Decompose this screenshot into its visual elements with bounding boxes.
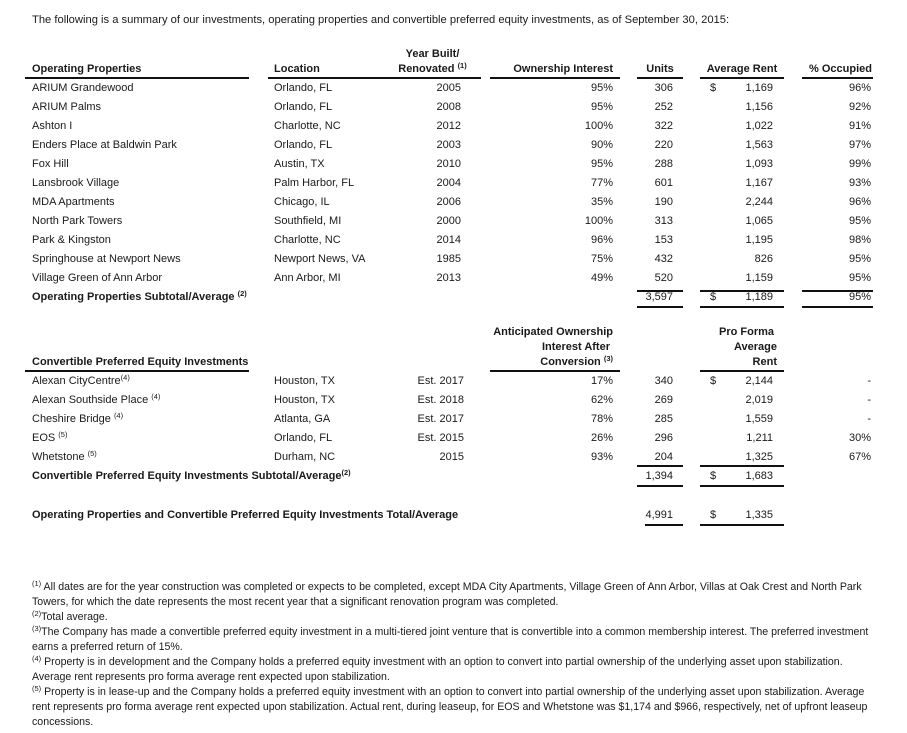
header-proforma-line1: Pro Forma [718, 326, 774, 338]
convertible-subtotal-row [0, 467, 907, 486]
subtotal-bottom-rule [802, 306, 873, 308]
table-row [0, 269, 907, 288]
property-location: Austin, TX [274, 158, 325, 170]
total-rent: 1,335 [745, 509, 773, 521]
investment-year: Est. 2015 [417, 432, 464, 444]
investment-year: 2015 [439, 451, 464, 463]
subtotal-bottom-rule [637, 485, 683, 487]
cv-subtotal-units: 1,394 [645, 470, 673, 482]
property-occupied: 96% [848, 196, 871, 208]
header-proforma-line2: Average [733, 341, 777, 353]
property-ownership: 95% [590, 82, 613, 94]
investment-year: Est. 2018 [417, 394, 464, 406]
investment-occupied: 67% [848, 451, 871, 463]
footnote: $^{(3)}$The Company has made a convertible preferred equity investment in a multi-tiered joint venture that is convertible into a common membership interest. The preferred investment earns a preferred return of 15%. [32, 624, 869, 653]
property-rent: 1,065 [745, 215, 773, 227]
property-rent: 1,167 [745, 177, 773, 189]
property-occupied: 95% [848, 215, 871, 227]
subtotal-units: 3,597 [645, 291, 673, 303]
property-name: Village Green of Ann Arbor [32, 272, 163, 284]
cv-subtotal-label: Convertible Preferred Equity Investments Subtotal/Average$^{(2)}$ [32, 468, 351, 482]
property-dollar: $ [710, 82, 717, 94]
total-units: 4,991 [645, 509, 673, 521]
property-location: Orlando, FL [274, 101, 333, 113]
property-units: 432 [654, 253, 673, 265]
subtotal-bottom-rule [700, 306, 784, 308]
footnote: $^{(1)}$ All dates are for the year construction was completed or expects to be completed, except MDA City Apartments, Village Green of Ann Arbor, Villas at Oak Crest and North Park Towers, for which the date represents the most recent year that a significant renovation program was completed. [32, 579, 862, 608]
header-ant-ownership-line2: Interest After [541, 341, 610, 353]
property-units: 220 [654, 139, 673, 151]
property-location: Charlotte, NC [274, 234, 341, 246]
investment-location: Atlanta, GA [274, 413, 331, 425]
header-occupied: % Occupied [809, 63, 872, 75]
property-ownership: 96% [590, 234, 613, 246]
property-year: 2000 [436, 215, 461, 227]
table-row [0, 79, 907, 98]
property-name: Park & Kingston [32, 234, 111, 246]
property-ownership: 95% [590, 158, 613, 170]
investment-year: Est. 2017 [417, 375, 464, 387]
property-occupied: 98% [848, 234, 871, 246]
cv-subtotal-rent: 1,683 [745, 470, 773, 482]
footnote: $^{(4)}$ Property is in development and the Company holds a preferred equity investment with an option to convert into partial ownership of the underlying asset upon stabilization. Average rent represents pro forma average rent expected upon stabilization. [32, 654, 843, 683]
investment-units: 269 [654, 394, 673, 406]
table-row [0, 98, 907, 117]
header-ant-ownership-line3: Conversion $^{(3)}$ [540, 354, 613, 368]
property-year: 2004 [436, 177, 461, 189]
property-rent: 1,093 [745, 158, 773, 170]
total-dollar: $ [710, 509, 717, 521]
investment-name: Whetstone $^{(5)}$ [32, 449, 97, 463]
property-rent: 2,244 [745, 196, 773, 208]
property-year: 1985 [436, 253, 461, 265]
property-rent: 1,195 [745, 234, 773, 246]
property-location: Newport News, VA [274, 253, 366, 265]
header-ownership-interest: Ownership Interest [513, 63, 613, 75]
investment-location: Houston, TX [274, 394, 335, 406]
intro-text: The following is a summary of our investments, operating properties and convertible preferred equity investments, as of September 30, 2015: [32, 14, 730, 26]
footnote: $^{(5)}$ Property is in lease-up and the Company holds a preferred equity investment with an option to convert into partial ownership of the underlying asset upon stabilization. Average rent represents pro forma average rent expected upon stabilization. Actual rent, during leaseup, for EOS and Whetstone was $1,174 and $966, respectively, net of upfront leaseup concessions. [32, 684, 868, 728]
property-rent: 826 [754, 253, 773, 265]
investment-location: Orlando, FL [274, 432, 333, 444]
property-ownership: 49% [590, 272, 613, 284]
investment-occupied: - [867, 413, 871, 425]
table-row [0, 212, 907, 231]
property-location: Palm Harbor, FL [274, 177, 355, 189]
operating-subtotal-row [0, 288, 907, 307]
investment-rent: 2,019 [745, 394, 773, 406]
investment-units: 204 [654, 451, 673, 463]
investment-dollar: $ [710, 375, 717, 387]
header-proforma-line3: Rent [752, 356, 777, 368]
total-rule [700, 524, 784, 526]
property-location: Southfield, MI [274, 215, 342, 227]
investment-rent: 2,144 [745, 375, 773, 387]
investment-ownership: 62% [590, 394, 613, 406]
header-year-line2: Renovated $^{(1)}$ [398, 61, 467, 75]
investment-occupied: - [867, 394, 871, 406]
investment-units: 340 [654, 375, 673, 387]
header-location: Location [274, 63, 320, 75]
table-row [0, 429, 907, 448]
property-year: 2012 [436, 120, 461, 132]
investment-name: Alexan CityCentre$^{(4)}$ [32, 373, 130, 387]
subtotal-occupied: 95% [848, 291, 871, 303]
property-rent: 1,159 [745, 272, 773, 284]
header-operating-properties: Operating Properties [32, 63, 142, 75]
property-units: 322 [654, 120, 673, 132]
property-year: 2010 [436, 158, 461, 170]
property-occupied: 95% [848, 253, 871, 265]
subtotal-label: Operating Properties Subtotal/Average $^{(2)}$ [32, 289, 247, 303]
investment-occupied: 30% [848, 432, 871, 444]
header-average-rent: Average Rent [706, 63, 778, 75]
property-occupied: 93% [848, 177, 871, 189]
property-units: 252 [654, 101, 673, 113]
investment-rent: 1,559 [745, 413, 773, 425]
property-occupied: 95% [848, 272, 871, 284]
property-rent: 1,156 [745, 101, 773, 113]
table-row [0, 117, 907, 136]
header-year-line1: Year Built/ [405, 48, 460, 60]
subtotal-dollar: $ [710, 291, 717, 303]
property-units: 288 [654, 158, 673, 170]
property-name: ARIUM Grandewood [32, 82, 134, 94]
table-row [0, 250, 907, 269]
investment-rent: 1,211 [746, 432, 773, 444]
property-year: 2005 [436, 82, 461, 94]
investment-location: Durham, NC [274, 451, 336, 463]
property-units: 306 [654, 82, 673, 94]
investment-year: Est. 2017 [417, 413, 464, 425]
subtotal-rent: 1,189 [745, 291, 773, 303]
investment-ownership: 78% [590, 413, 613, 425]
investment-units: 285 [654, 413, 673, 425]
property-units: 520 [654, 272, 673, 284]
table-row [0, 193, 907, 212]
property-name: MDA Apartments [32, 196, 115, 208]
investment-occupied: - [867, 375, 871, 387]
property-ownership: 77% [590, 177, 613, 189]
subtotal-bottom-rule [637, 306, 683, 308]
header-convertible: Convertible Preferred Equity Investments [32, 356, 249, 368]
property-name: Fox Hill [32, 158, 69, 170]
table-row [0, 231, 907, 250]
property-name: Ashton I [32, 120, 73, 132]
property-name: ARIUM Palms [32, 101, 102, 113]
property-name: Lansbrook Village [32, 177, 120, 189]
property-ownership: 90% [590, 139, 613, 151]
total-rule [645, 524, 683, 526]
property-occupied: 97% [848, 139, 871, 151]
property-location: Orlando, FL [274, 82, 333, 94]
total-row [0, 506, 907, 525]
investment-location: Houston, TX [274, 375, 335, 387]
header-ant-ownership-line1: Anticipated Ownership [493, 326, 613, 338]
property-name: North Park Towers [32, 215, 123, 227]
property-units: 601 [654, 177, 673, 189]
property-location: Orlando, FL [274, 139, 333, 151]
property-ownership: 95% [590, 101, 613, 113]
property-units: 153 [654, 234, 673, 246]
investment-units: 296 [654, 432, 673, 444]
property-occupied: 96% [848, 82, 871, 94]
subtotal-bottom-rule [700, 485, 784, 487]
property-occupied: 91% [848, 120, 871, 132]
property-year: 2013 [436, 272, 461, 284]
property-ownership: 75% [590, 253, 613, 265]
property-occupied: 92% [848, 101, 871, 113]
property-location: Charlotte, NC [274, 120, 341, 132]
property-location: Ann Arbor, MI [274, 272, 341, 284]
header-units: Units [646, 63, 674, 75]
property-units: 190 [654, 196, 673, 208]
property-name: Springhouse at Newport News [32, 253, 181, 265]
property-year: 2014 [436, 234, 461, 246]
investment-rent: 1,325 [745, 451, 773, 463]
table-row [0, 410, 907, 429]
property-units: 313 [654, 215, 673, 227]
property-name: Enders Place at Baldwin Park [32, 139, 177, 151]
investment-ownership: 17% [590, 375, 613, 387]
investment-name: Alexan Southside Place $^{(4)}$ [32, 392, 161, 406]
property-ownership: 100% [584, 215, 613, 227]
investment-name: Cheshire Bridge $^{(4)}$ [32, 411, 124, 425]
investment-name: EOS $^{(5)}$ [32, 430, 68, 444]
property-year: 2006 [436, 196, 461, 208]
total-label: Operating Properties and Convertible Preferred Equity Investments Total/Average [32, 509, 459, 521]
property-year: 2008 [436, 101, 461, 113]
property-rent: 1,169 [745, 82, 773, 94]
investment-ownership: 93% [590, 451, 613, 463]
property-occupied: 99% [848, 158, 871, 170]
investment-ownership: 26% [590, 432, 613, 444]
cv-subtotal-dollar: $ [710, 470, 717, 482]
property-location: Chicago, IL [274, 196, 330, 208]
property-rent: 1,022 [745, 120, 773, 132]
table-row [0, 155, 907, 174]
table-row [0, 174, 907, 193]
table-row [0, 136, 907, 155]
property-ownership: 100% [584, 120, 613, 132]
property-rent: 1,563 [745, 139, 773, 151]
table-row [0, 372, 907, 391]
property-year: 2003 [436, 139, 461, 151]
table-row [0, 391, 907, 410]
footnote: $^{(2)}$Total average. [32, 609, 108, 623]
property-ownership: 35% [590, 196, 613, 208]
